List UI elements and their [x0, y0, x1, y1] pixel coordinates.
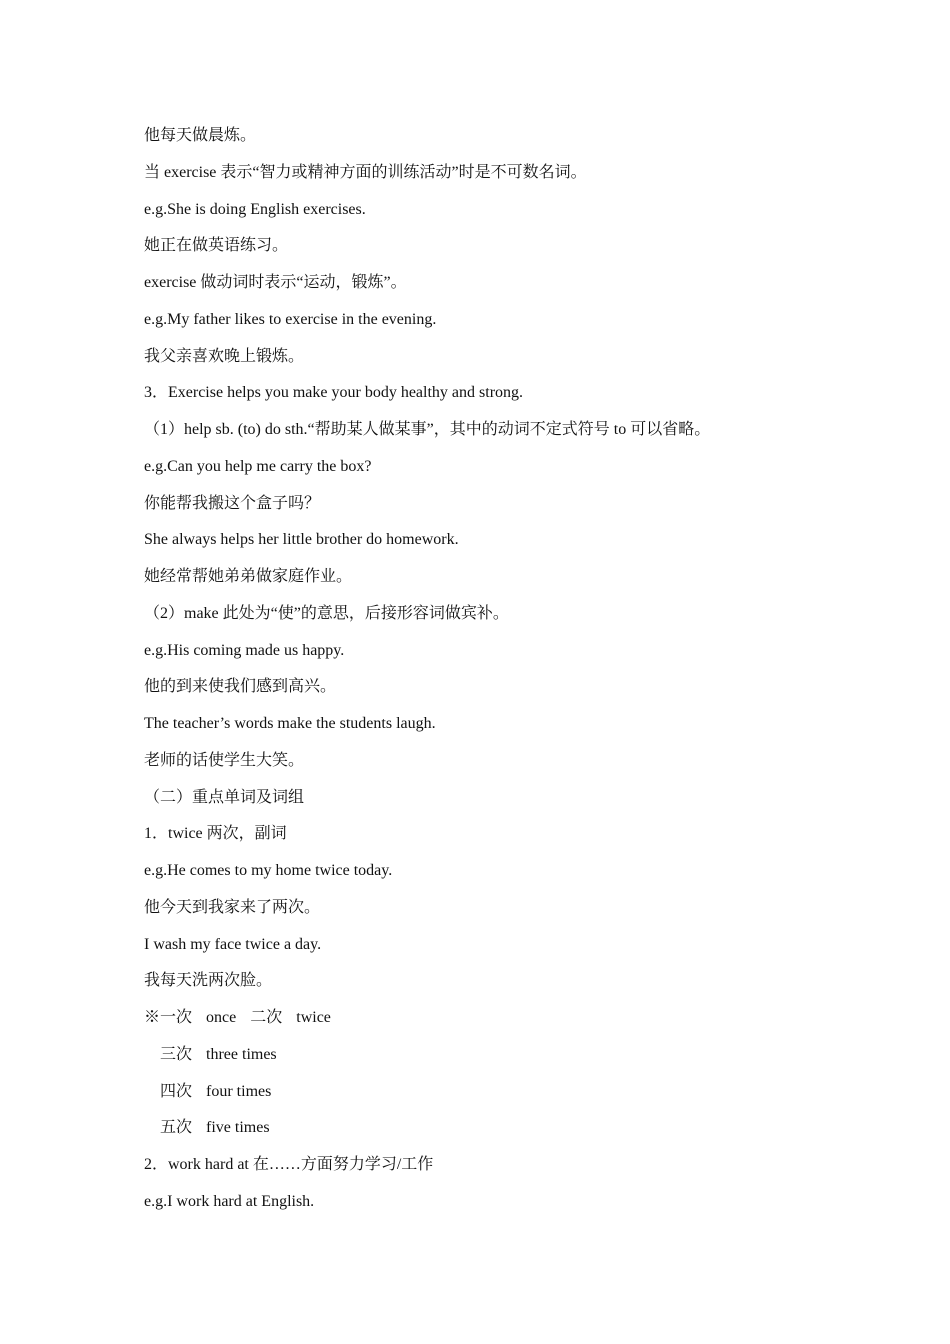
- document-body: [144, 124, 844, 1227]
- example-line: I wash my face twice a day.: [144, 935, 322, 953]
- example-line: The teacher’s words make the students laugh.: [144, 715, 436, 732]
- example-line: e.g.He comes to my home twice today.: [144, 862, 393, 879]
- translation-line: 我父亲喜欢晚上锻炼。: [144, 347, 305, 365]
- times-row-3: 四次 four times: [160, 1082, 272, 1100]
- example-line: She always helps her little brother do homework.: [144, 531, 459, 549]
- example-line: e.g.I work hard at English.: [144, 1192, 315, 1210]
- text-line: 他每天做晨炼。: [144, 127, 257, 144]
- reference-mark: ※: [144, 1009, 161, 1026]
- translation-line: 她正在做英语练习。: [144, 237, 289, 255]
- sub-point: （1）help sb. (to) do sth.“帮助某人做某事”，其中的动词不定式符号 to 可以省略。: [144, 421, 711, 438]
- numbered-heading: 2．work hard at 在……方面努力学习/工作: [144, 1156, 434, 1173]
- times-row-2: 三次 three times: [160, 1045, 277, 1063]
- numbered-heading: 3．Exercise helps you make your body healthy and strong.: [144, 384, 524, 402]
- translation-line: 他今天到我家来了两次。: [144, 898, 321, 916]
- example-line: e.g.His coming made us happy.: [144, 641, 345, 659]
- translation-line: 她经常帮她弟弟做家庭作业。: [144, 568, 353, 585]
- example-line: e.g.My father likes to exercise in the evening.: [144, 310, 437, 328]
- translation-line: 我每天洗两次脸。: [144, 972, 273, 990]
- sub-point: （2）make 此处为“使”的意思，后接形容词做宾补。: [144, 604, 509, 622]
- section-heading: （二）重点单词及词组: [144, 788, 305, 806]
- numbered-heading: 1．twice 两次，副词: [144, 825, 287, 843]
- times-row-4: 五次 five times: [160, 1119, 270, 1137]
- example-line: e.g.She is doing English exercises.: [144, 200, 366, 218]
- translation-line: 他的到来使我们感到高兴。: [144, 678, 337, 696]
- translation-line: 你能帮我搬这个盒子吗？: [144, 494, 321, 512]
- translation-line: 老师的话使学生大笑。: [144, 751, 305, 769]
- text-line: exercise 做动词时表示“运动，锻炼”。: [144, 274, 407, 291]
- times-row-1: ※一次 once 二次 twice: [144, 1009, 331, 1026]
- text-line: 当 exercise 表示“智力或精神方面的训练活动”时是不可数名词。: [144, 163, 587, 181]
- example-line: e.g.Can you help me carry the box?: [144, 457, 372, 475]
